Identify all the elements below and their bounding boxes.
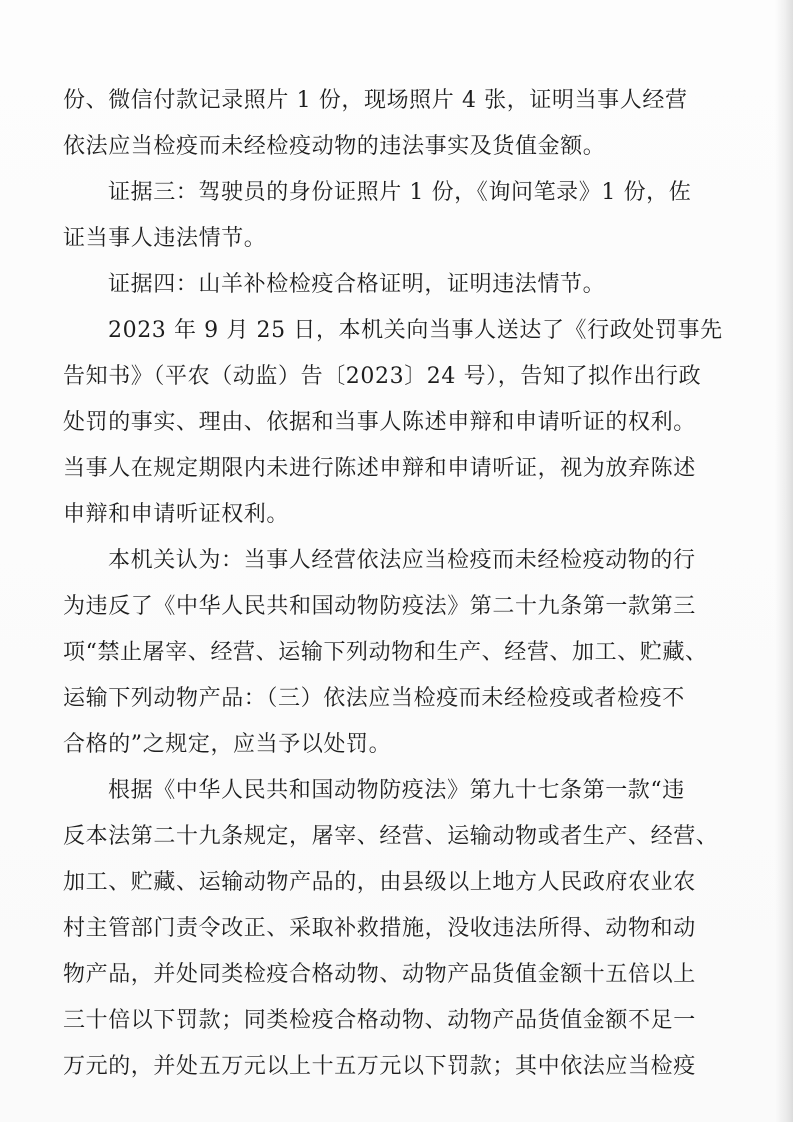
text-line: 运输下列动物产品：（三）依法应当检疫而未经检疫或者检疫不 bbox=[63, 686, 685, 711]
text-line: 三十倍以下罚款；同类检疫合格动物、动物产品货值金额不足一 bbox=[63, 1008, 696, 1033]
text-line: 反本法第二十九条规定，屠宰、经营、运输动物或者生产、经营、 bbox=[63, 824, 719, 849]
text-line: 告知书》（平农（动监）告〔2023〕24 号），告知了拟作出行政 bbox=[63, 364, 702, 389]
text-line: 村主管部门责令改正、采取补救措施，没收违法所得、动物和动 bbox=[63, 916, 696, 941]
text-line: 证据四：山羊补检检疫合格证明，证明违法情节。 bbox=[108, 272, 606, 297]
text-line: 万元的，并处五万元以上十五万元以下罚款；其中依法应当检疫 bbox=[63, 1054, 696, 1079]
text-line: 处罚的事实、理由、依据和当事人陈述申辩和申请听证的权利。 bbox=[63, 410, 696, 435]
text-line: 证当事人违法情节。 bbox=[63, 226, 267, 251]
text-line: 加工、贮藏、运输动物产品的，由县级以上地方人民政府农业农 bbox=[63, 870, 696, 895]
text-line: 申辩和申请听证权利。 bbox=[63, 502, 290, 527]
text-line: 为违反了《中华人民共和国动物防疫法》第二十九条第一款第三 bbox=[63, 594, 696, 619]
scan-shadow-edge bbox=[775, 0, 793, 1122]
text-line: 项“禁止屠宰、经营、运输下列动物和生产、经营、加工、贮藏、 bbox=[63, 640, 708, 665]
text-line: 份、微信付款记录照片 1 份，现场照片 4 张，证明当事人经营 bbox=[63, 88, 688, 113]
text-line: 2023 年 9 月 25 日，本机关向当事人送达了《行政处罚事先 bbox=[108, 318, 723, 343]
text-line: 根据《中华人民共和国动物防疫法》第九十七条第一款“违 bbox=[108, 778, 685, 803]
text-line: 当事人在规定期限内未进行陈述申辩和申请听证，视为放弃陈述 bbox=[63, 456, 696, 481]
text-line: 本机关认为：当事人经营依法应当检疫而未经检疫动物的行 bbox=[108, 548, 696, 573]
text-line: 物产品，并处同类检疫合格动物、动物产品货值金额十五倍以上 bbox=[63, 962, 696, 987]
text-line: 证据三：驾驶员的身份证照片 1 份，《询问笔录》1 份，佐 bbox=[108, 180, 692, 205]
text-line: 依法应当检疫而未经检疫动物的违法事实及货值金额。 bbox=[63, 134, 606, 159]
text-line: 合格的”之规定，应当予以处罚。 bbox=[63, 732, 392, 757]
